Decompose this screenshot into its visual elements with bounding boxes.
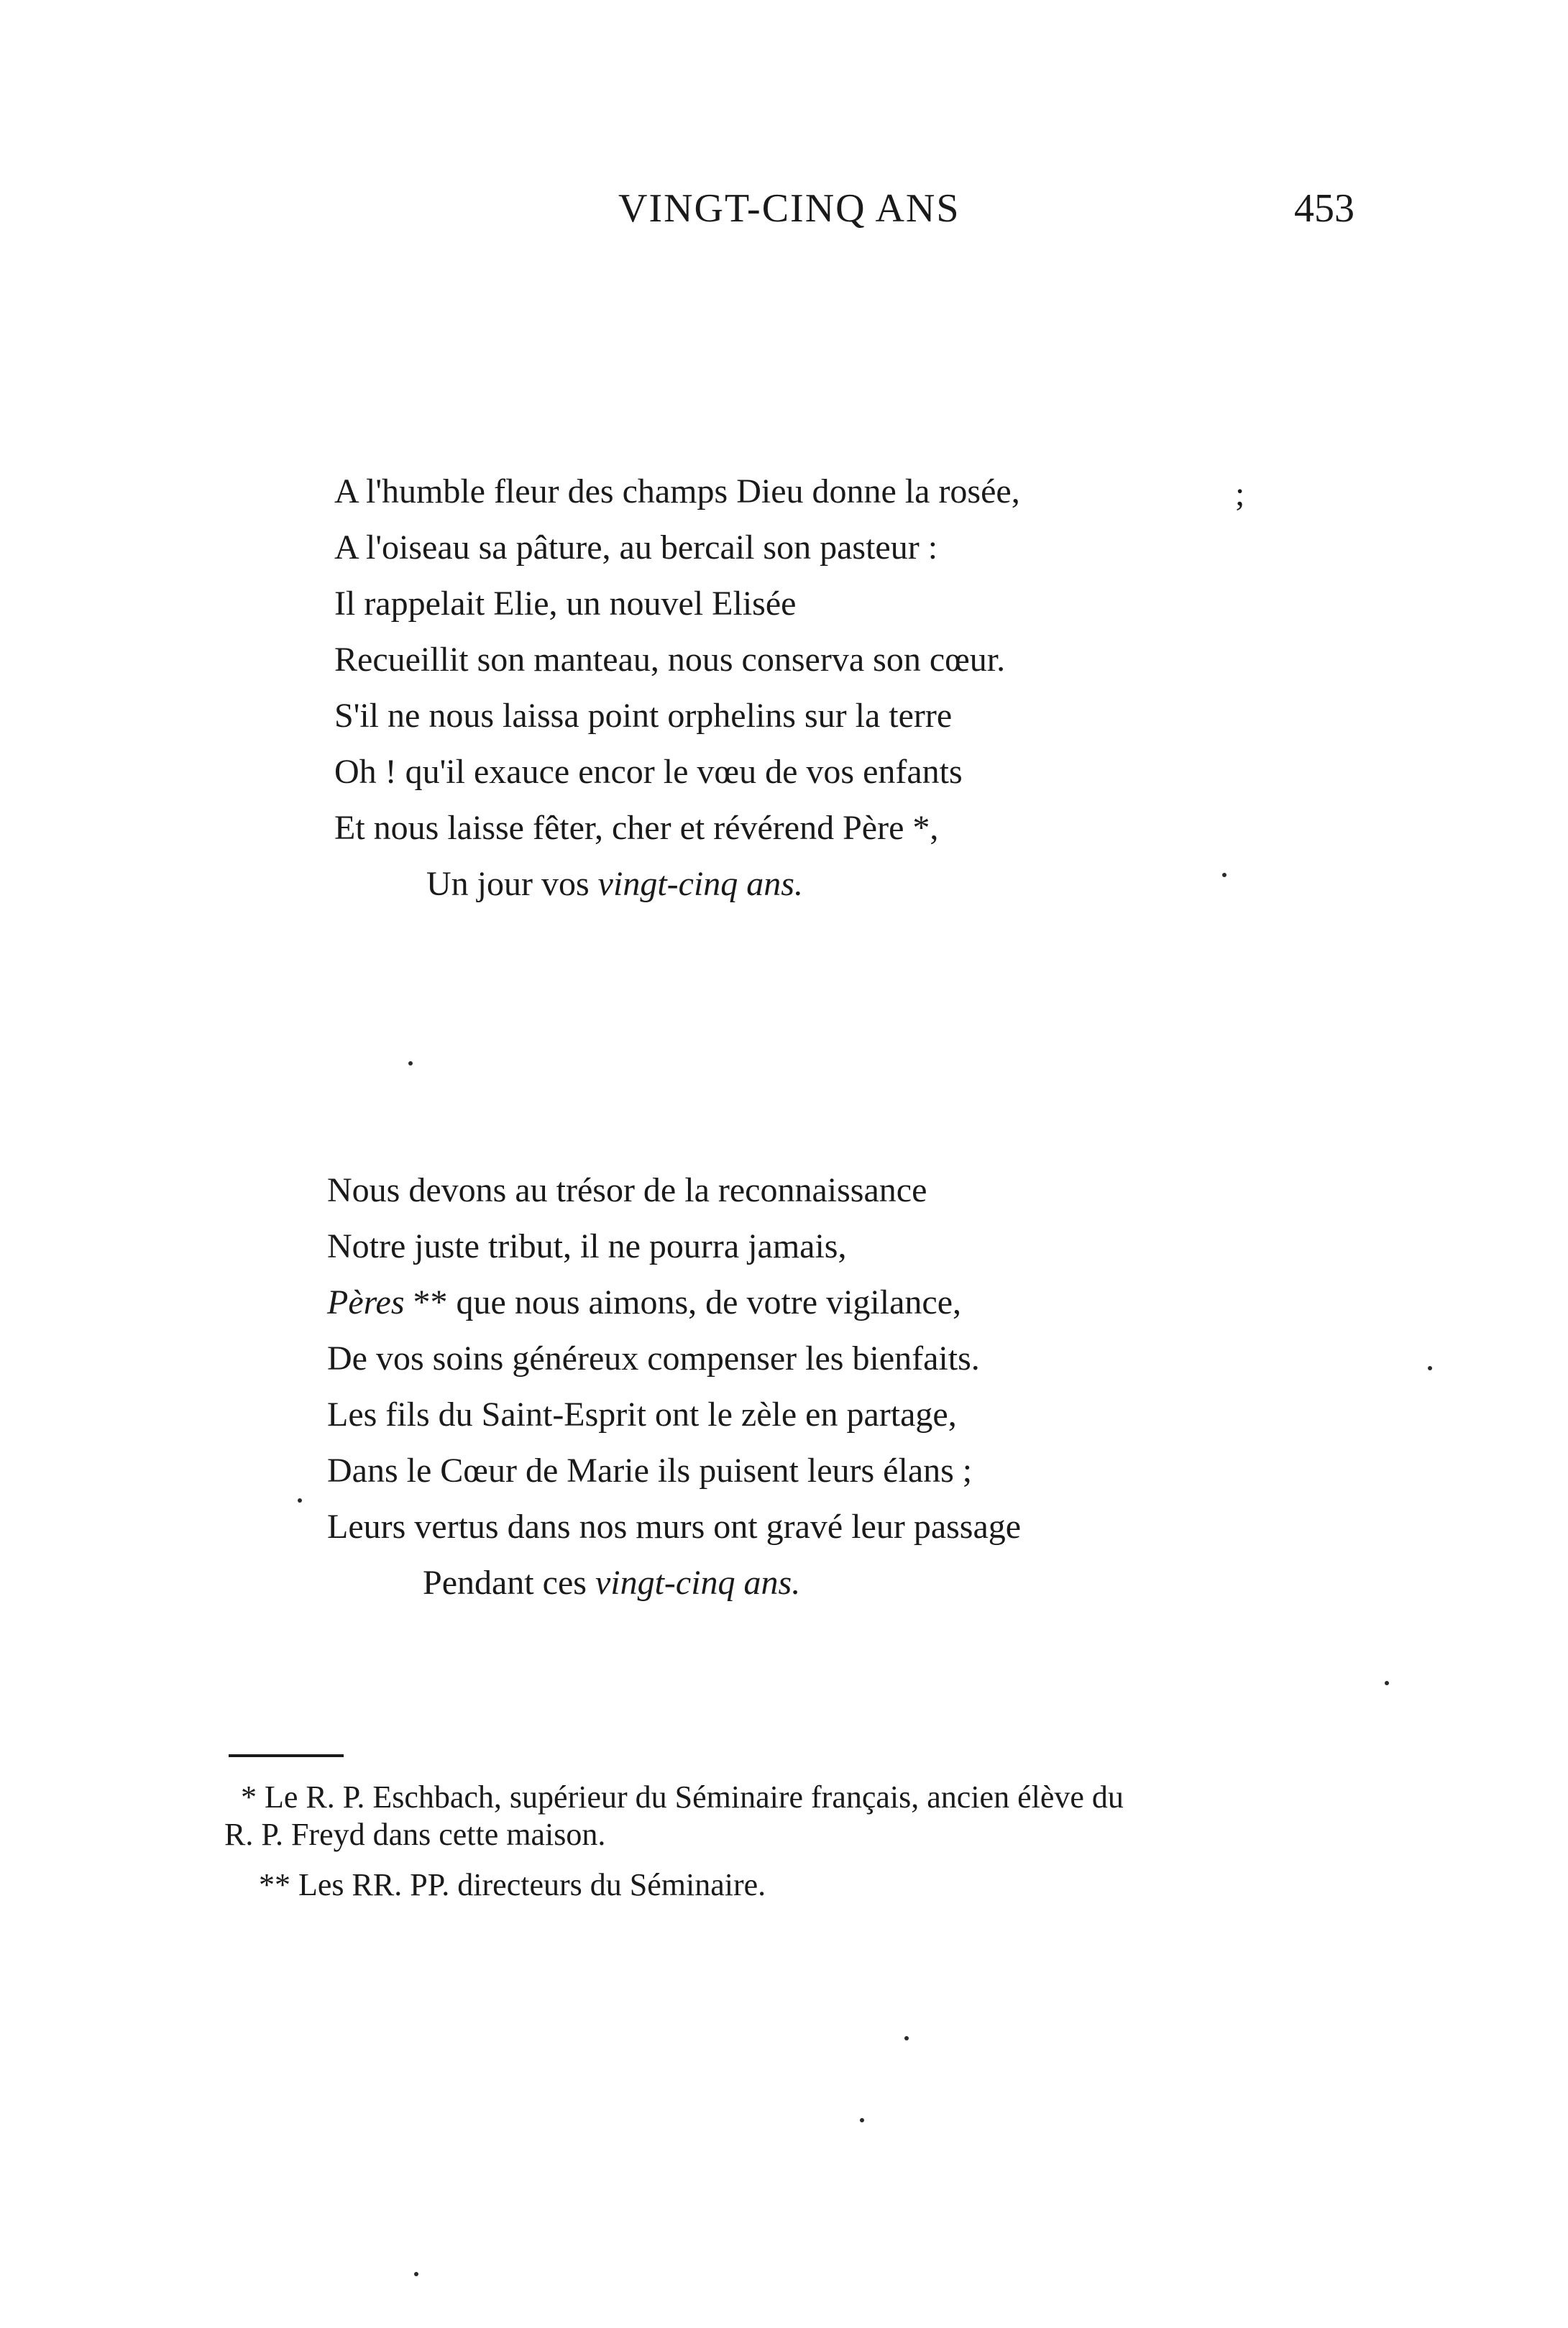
page-number: 453 <box>1294 186 1354 231</box>
refrain-italic: vingt-cinq ans. <box>597 865 803 903</box>
footnote-2: ** Les RR. PP. directeurs du Séminaire. <box>259 1867 766 1902</box>
refrain-prefix: Un jour vos <box>426 865 598 903</box>
refrain-italic: vingt-cinq ans. <box>595 1564 801 1602</box>
verse-line: Et nous laisse fêter, cher et révérend Père *, <box>334 809 939 847</box>
ink-speck <box>904 2036 909 2040</box>
verse-line: Oh ! qu'il exauce encor le vœu de vos enfants <box>334 753 963 791</box>
verse-refrain <box>423 1566 800 1600</box>
verse-line: De vos soins généreux compenser les bienfaits. <box>327 1339 980 1378</box>
footnote-1-line-1: * Le R. P. Eschbach, supérieur du Séminaire français, ancien élève du <box>241 1779 1124 1815</box>
verse-line: A l'humble fleur des champs Dieu donne la rosée, <box>334 472 1020 510</box>
stray-semicolon: ; <box>1235 475 1245 513</box>
verse-line: Recueillit son manteau, nous conserva son cœur. <box>334 641 1006 679</box>
ink-speck <box>1222 873 1227 877</box>
refrain-prefix: Pendant ces <box>423 1564 595 1602</box>
verse-line <box>327 1283 962 1321</box>
verse-italic: Pères <box>327 1283 405 1321</box>
verse-line: Il rappelait Elie, un nouvel Elisée <box>334 585 797 623</box>
footnote-1-line-2: R. P. Freyd dans cette maison. <box>224 1817 606 1852</box>
verse-line: Leurs vertus dans nos murs ont gravé leur passage <box>327 1508 1022 1546</box>
verse-line: A l'oiseau sa pâture, au bercail son pasteur : <box>334 528 938 567</box>
verse-rest: ** que nous aimons, de votre vigilance, <box>404 1283 962 1321</box>
ink-speck <box>1428 1366 1432 1370</box>
verse-line: Notre juste tribut, il ne pourra jamais, <box>327 1227 847 1265</box>
footnote-rule <box>229 1754 344 1757</box>
verse-refrain <box>426 867 803 902</box>
ink-speck <box>408 1061 413 1066</box>
verse-line: Nous devons au trésor de la reconnaissance <box>327 1171 927 1209</box>
ink-speck <box>1385 1681 1389 1685</box>
ink-speck <box>860 2118 864 2122</box>
verse-line: Dans le Cœur de Marie ils puisent leurs élans ; <box>327 1452 973 1490</box>
verse-line: S'il ne nous laissa point orphelins sur la terre <box>334 697 953 735</box>
verse-line: Les fils du Saint-Esprit ont le zèle en partage, <box>327 1396 957 1434</box>
ink-speck <box>414 2272 418 2276</box>
page-header-title: VINGT-CINQ ANS <box>618 186 960 231</box>
ink-speck <box>298 1498 302 1503</box>
